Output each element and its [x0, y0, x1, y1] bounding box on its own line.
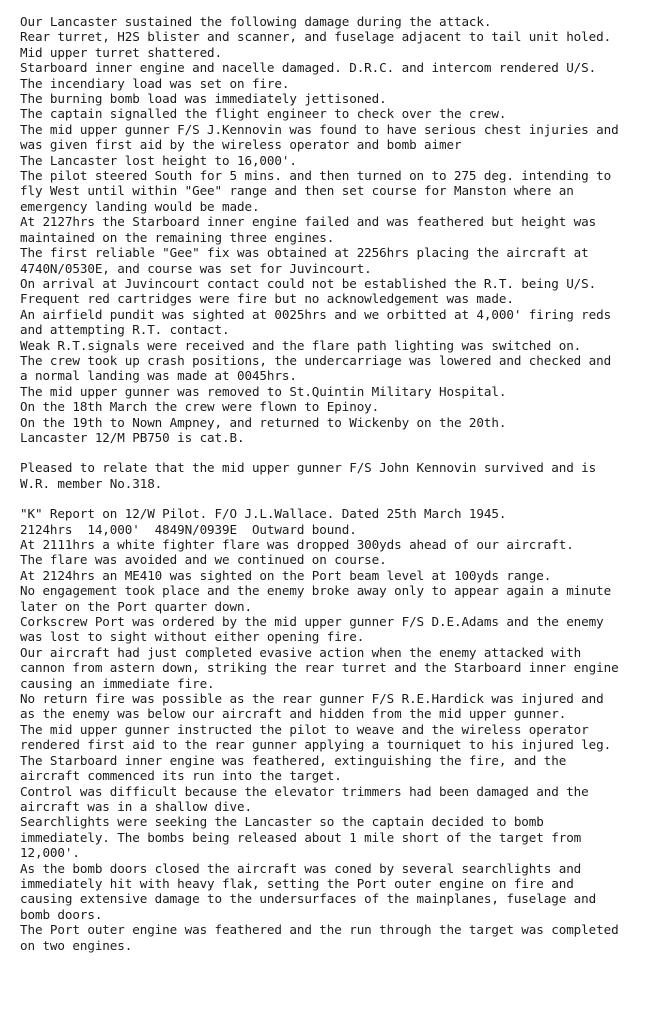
text-line: 4740N/0530E, and course was set for Juvincourt.: [20, 260, 372, 276]
text-line: The first reliable "Gee" fix was obtained at 2256hrs placing the aircraft at: [20, 245, 589, 261]
text-line: Lancaster 12/M PB750 is cat.B.: [20, 429, 245, 445]
text-line: As the bomb doors closed the aircraft was coned by several searchlights and: [20, 860, 582, 876]
text-line: The Starboard inner engine was feathered, extinguishing the fire, and the: [20, 752, 567, 768]
text-line: maintained on the remaining three engines.: [20, 229, 335, 245]
text-line: as the enemy was below our aircraft and hidden from the mid upper gunner.: [20, 706, 567, 722]
text-line: Searchlights were seeking the Lancaster so the captain decided to bomb: [20, 814, 544, 830]
text-line: Pleased to relate that the mid upper gunner F/S John Kennovin survived and is: [20, 460, 597, 476]
text-line: Control was difficult because the elevator trimmers had been damaged and the: [20, 783, 589, 799]
text-line: and attempting R.T. contact.: [20, 322, 230, 338]
text-line: The mid upper gunner instructed the pilot to weave and the wireless operator: [20, 721, 589, 737]
text-line: No return fire was possible as the rear gunner F/S R.E.Hardick was injured and: [20, 691, 604, 707]
text-line: immediately hit with heavy flak, setting the Port outer engine on fire and: [20, 875, 574, 891]
text-line: Mid upper turret shattered.: [20, 44, 223, 60]
text-line: The Port outer engine was feathered and the run through the target was completed: [20, 922, 619, 938]
text-line: aircraft was in a shallow dive.: [20, 798, 252, 814]
text-line: The mid upper gunner was removed to St.Quintin Military Hospital.: [20, 383, 507, 399]
text-line: The pilot steered South for 5 mins. and then turned on to 275 deg. intending to: [20, 168, 612, 184]
text-line: No engagement took place and the enemy broke away only to appear again a minute: [20, 583, 612, 599]
damage-report-paragraph: [20, 14, 660, 445]
text-line: On arrival at Juvincourt contact could not be established the R.T. being U/S.: [20, 275, 597, 291]
text-line: emergency landing would be made.: [20, 198, 260, 214]
text-line: Our Lancaster sustained the following damage during the attack.: [20, 14, 492, 29]
document-page: [20, 14, 660, 953]
text-line: An airfield pundit was sighted at 0025hrs and we orbitted at 4,000' firing reds: [20, 306, 612, 322]
text-line: cannon from astern down, striking the rear turret and the Starboard inner engine: [20, 660, 619, 676]
text-line: 2124hrs 14,000' 4849N/0939E Outward bound.: [20, 521, 357, 537]
text-line: Starboard inner engine and nacelle damaged. D.R.C. and intercom rendered U/S.: [20, 60, 597, 76]
text-line: fly West until within "Gee" range and then set course for Manston where an: [20, 183, 574, 199]
text-line: causing an immediate fire.: [20, 675, 215, 691]
text-line: Frequent red cartridges were fire but no acknowledgement was made.: [20, 291, 514, 307]
text-line: a normal landing was made at 0045hrs.: [20, 368, 297, 384]
text-line: Rear turret, H2S blister and scanner, and fuselage adjacent to tail unit holed.: [20, 29, 612, 45]
survivor-note-paragraph: [20, 460, 660, 491]
text-line: On the 18th March the crew were flown to Epinoy.: [20, 399, 380, 415]
text-line: The Lancaster lost height to 16,000'.: [20, 152, 297, 168]
text-line: At 2111hrs a white fighter flare was dropped 300yds ahead of our aircraft.: [20, 537, 574, 552]
text-line: was lost to sight without either opening fire.: [20, 629, 365, 645]
text-line: bomb doors.: [20, 906, 103, 922]
text-line: later on the Port quarter down.: [20, 598, 252, 614]
text-line: W.R. member No.318.: [20, 475, 163, 491]
text-line: 12,000'.: [20, 845, 80, 861]
text-line: The mid upper gunner F/S J.Kennovin was found to have serious chest injuries and: [20, 121, 619, 137]
text-line: causing extensive damage to the undersurfaces of the mainplanes, fuselage and: [20, 891, 597, 907]
text-line: rendered first aid to the rear gunner applying a tourniquet to his injured leg.: [20, 737, 612, 753]
text-line: The crew took up crash positions, the undercarriage was lowered and checked and: [20, 352, 612, 368]
text-line: At 2124hrs an ME410 was sighted on the Port beam level at 100yds range.: [20, 567, 552, 583]
text-line: At 2127hrs the Starboard inner engine failed and was feathered but height was: [20, 214, 597, 230]
text-line: was given first aid by the wireless operator and bomb aimer: [20, 137, 462, 153]
text-line: on two engines.: [20, 937, 133, 953]
text-line: The flare was avoided and we continued on course.: [20, 552, 387, 568]
text-line: immediately. The bombs being released about 1 mile short of the target from: [20, 829, 582, 845]
k-report-paragraph: [20, 506, 660, 953]
text-line: The burning bomb load was immediately jettisoned.: [20, 91, 387, 107]
text-line: "K" Report on 12/W Pilot. F/O J.L.Wallace. Dated 25th March 1945.: [20, 506, 507, 522]
text-line: The incendiary load was set on fire.: [20, 75, 290, 91]
text-line: Our aircraft had just completed evasive action when the enemy attacked with: [20, 644, 582, 660]
text-line: Corkscrew Port was ordered by the mid upper gunner F/S D.E.Adams and the enemy: [20, 614, 604, 630]
text-line: aircraft commenced its run into the target.: [20, 768, 342, 784]
text-line: On the 19th to Nown Ampney, and returned to Wickenby on the 20th.: [20, 414, 507, 430]
text-line: Weak R.T.signals were received and the flare path lighting was switched on.: [20, 337, 582, 353]
text-line: The captain signalled the flight engineer to check over the crew.: [20, 106, 507, 122]
